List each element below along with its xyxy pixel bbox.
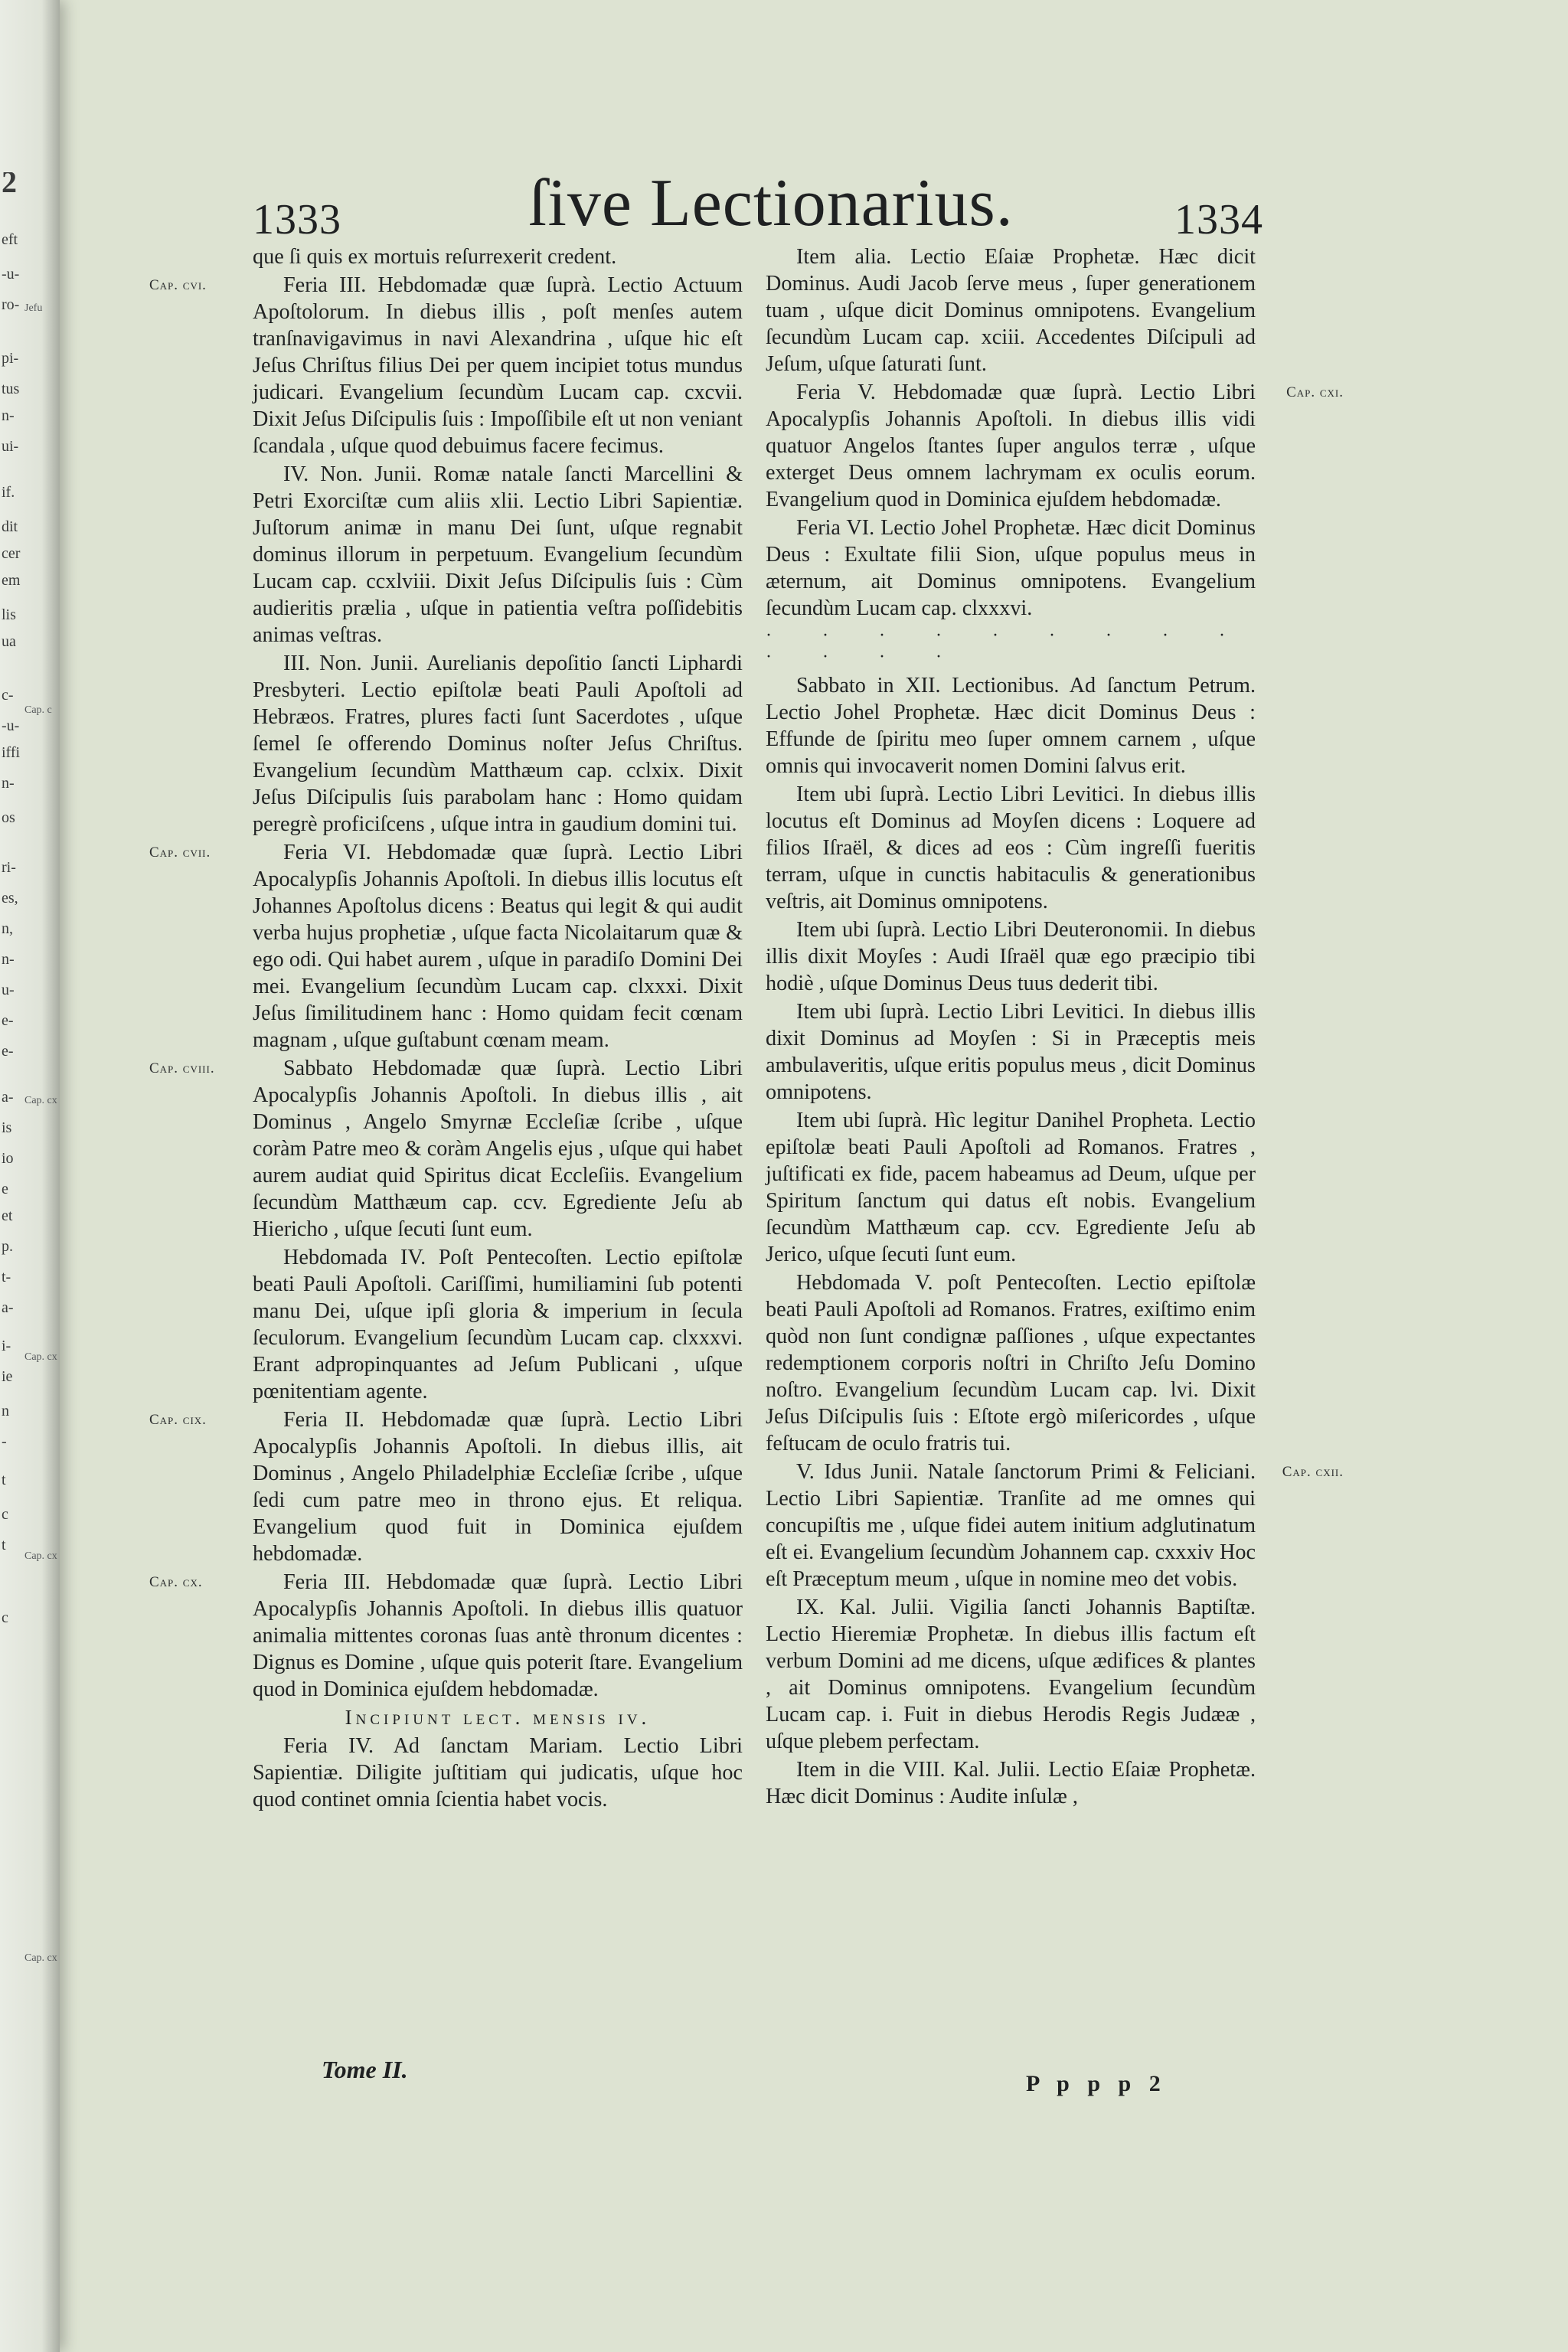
paragraph-text: Hebdomada IV. Poſt Pentecoſten. Lectio epiſtolæ beati Pauli Apoſtoli. Cariſſimi, humiliamini ſub potenti manu Dei, uſque ipſi gloria & imperium in ſecula ſeculorum. Evangelium ſecundùm Lucam cap. clxxxvi. Erant adpropinquantes ad Jeſum Publicani , uſque pœnitentiam agente.: [253, 1246, 743, 1403]
running-title: ſive Lectionarius.: [528, 166, 1014, 240]
paragraph-text: Feria VI. Lectio Johel Prophetæ. Hæc dicit Dominus Deus : Exultate filii Sion, uſque populus meus in æternum, ait Dominus omnipotens. Evangelium ſecundùm Lucam cap. clxxxvi.: [766, 516, 1256, 620]
facing-page-fragment: tus: [2, 381, 20, 397]
left-text-column: [149, 243, 743, 1815]
text-paragraph: [766, 998, 1256, 1106]
paragraph-text: Feria V. Hebdomadæ quæ ſuprà. Lectio Libri Apocalypſis Johannis Apoſtoli. In diebus illis vidi quatuor Angelos ſtantes ſuper angulos terræ , uſque exterget Deus omnem lachrymam ex oculis eorum. Evangelium quod in Dominica ejuſdem hebdomadæ.: [766, 381, 1256, 511]
facing-page-fragment: cer: [2, 545, 21, 562]
text-paragraph: [766, 243, 1256, 377]
facing-page-margin-note: Cap. cx: [24, 1952, 57, 1964]
text-paragraph: [149, 1569, 743, 1703]
text-paragraph: [253, 1244, 743, 1405]
text-paragraph: [766, 672, 1256, 779]
facing-page-fragment: es,: [2, 890, 18, 906]
margin-chapter-label: Cap. cxii.: [1282, 1464, 1344, 1480]
paragraph-text: V. Idus Junii. Natale ſanctorum Primi & Feliciani. Lectio Libri Sapientiæ. Tranſite ad me omnes qui concupiſtis me , uſque fidei autem initium adglutinatum eſt ei. Evangelium ſecundùm Johannem cap. cxxxiv Hoc eſt Præceptum meum , uſque in nomine meo det vobis.: [766, 1460, 1256, 1591]
facing-page-fragment: iffi: [2, 744, 21, 761]
facing-page-fragment: c-: [2, 687, 14, 704]
facing-page-fragment: a-: [2, 1299, 14, 1316]
facing-page-fragment: t: [2, 1472, 6, 1488]
facing-page-fragment: ua: [2, 633, 16, 650]
text-paragraph: [766, 781, 1256, 915]
facing-page-fragment: n-: [2, 407, 15, 424]
facing-page-fragment: u-: [2, 982, 15, 998]
paragraph-text: Feria IV. Ad ſanctam Mariam. Lectio Libri Sapientiæ. Diligite juſtitiam qui judicatis, uſque hoc quod continet omnia ſcientia habet vocis.: [253, 1734, 743, 1811]
facing-page-margin-note: Jefu: [24, 302, 43, 314]
facing-page-fragment: ie: [2, 1368, 13, 1385]
text-paragraph: [766, 1756, 1256, 1810]
ellipsis-dots: [766, 625, 1256, 668]
paragraph-text: Item alia. Lectio Eſaiæ Prophetæ. Hæc dicit Dominus. Audi Jacob ſerve meus , ſuper generationem tuam , uſque dicit Dominus omnipotens. Evangelium ſecundùm Lucam cap. xciii. Accedentes Diſcipuli ad Jeſum, uſque ſaturati ſunt.: [766, 245, 1256, 376]
text-paragraph: [766, 916, 1256, 997]
text-paragraph: [149, 1055, 743, 1243]
facing-page-fragment: n,: [2, 920, 13, 937]
facing-page-fragment: -u-: [2, 266, 20, 283]
paragraph-text: Feria VI. Hebdomadæ quæ ſuprà. Lectio Libri Apocalypſis Johannis Apoſtoli. In diebus illis locutus eſt Johannes Apoſtolus dicens : Beatus qui legit & qui audit verba hujus prophetiæ , uſque facta Nicolaitarum quæ & ego odi. Qui habet aurem , uſque in paradiſo Domini Dei mei. Evangelium ſecundùm Lucam cap. clxxxi. Dixit Jeſus ſimilitudinem hanc : Homo quidam fecit cœnam magnam , uſque guſtabunt cœnam meam.: [253, 841, 743, 1052]
margin-chapter-label: Cap. cix.: [149, 1412, 207, 1428]
facing-page-fragment: t-: [2, 1269, 11, 1285]
paragraph-text: Item ubi ſuprà. Lectio Libri Levitici. In diebus illis locutus eſt Dominus ad Moyſen dicens : Loquere ad filios Iſraël, & dices ad eos : Cùm ingreſſi fueritis terram, uſque in cunctis habitaculis & generationibus veſtris, ait Dominus omnipotens.: [766, 782, 1256, 913]
facing-page-fragment: -u-: [2, 717, 20, 734]
facing-page-fragment: e-: [2, 1043, 14, 1060]
paragraph-text: Feria III. Hebdomadæ quæ ſuprà. Lectio Actuum Apoſtolorum. In diebus illis , poſt menſes autem tranſnavigavimus in navi Alexandrina , uſque hic eſt Jeſus Chriſtus filius Dei per quem incipiet totus mundus judicari. Evangelium ſecundùm Lucam cap. cxcvii. Dixit Jeſus Diſcipulis ſuis : Impoſſibile eſt ut non veniant ſcandala , uſque quod debuimus facere fecimus.: [253, 273, 743, 458]
facing-page-margin-note: Cap. cx: [24, 1550, 57, 1562]
facing-page-fragment: i-: [2, 1338, 11, 1354]
facing-page-fragment: p.: [2, 1238, 13, 1255]
facing-page-fragment: n-: [2, 951, 15, 968]
margin-chapter-label: Cap. cvi.: [149, 277, 207, 293]
text-paragraph: [253, 461, 743, 648]
facing-page-fragment: ui-: [2, 438, 19, 455]
text-paragraph: [766, 1594, 1256, 1755]
paragraph-text: · · · · · · · · · · · · ·: [766, 626, 1248, 667]
facing-page-fragment: ri-: [2, 859, 16, 876]
facing-page-fragment: is: [2, 1119, 12, 1136]
paragraph-text: III. Non. Junii. Aurelianis depoſitio ſancti Liphardi Presbyteri. Lectio epiſtolæ beati Pauli Apoſtoli ad Hebræos. Fratres, plures facti ſunt Sacerdotes , uſque ſemel ſe offerendo Dominus noſter Jeſus Chriſtus. Evangelium ſecundùm Matthæum cap. cclxix. Dixit Jeſus Diſcipulis ſuis parabolam hanc : Homo quidam peregrè proficiſcens , uſque intra in gaudium domini tui.: [253, 652, 743, 836]
facing-page-fragment: em: [2, 572, 21, 589]
text-paragraph: [253, 1733, 743, 1813]
running-header: [253, 165, 1263, 243]
paragraph-text: Feria II. Hebdomadæ quæ ſuprà. Lectio Libri Apocalypſis Johannis Apoſtoli. In diebus illis, ait Dominus , Angelo Philadelphiæ Eccleſiæ ſcribe , uſque ſedi cum patre meo in throno ejus. Et reliqua. Evangelium quod fuit in Dominica ejuſdem hebdomadæ.: [253, 1408, 743, 1566]
paragraph-text: IX. Kal. Julii. Vigilia ſancti Johannis Baptiſtæ. Lectio Hieremiæ Prophetæ. In diebus illis factum eſt verbum Domini ad me dicens, uſque ædifices & plantes , ait Dominus omnipotens. Evangelium ſecundùm Lucam cap. i. Fuit in diebus Herodis Regis Judææ , uſque plebem perfectam.: [766, 1596, 1256, 1753]
text-paragraph: [766, 514, 1256, 622]
text-paragraph: [766, 1459, 1344, 1592]
facing-page-fragment: dit: [2, 518, 18, 535]
margin-chapter-label: Cap. cviii.: [149, 1060, 215, 1076]
text-paragraph: [253, 650, 743, 838]
text-paragraph: [766, 1107, 1256, 1268]
facing-page-fragment: t: [2, 1537, 6, 1553]
margin-chapter-label: Cap. cx.: [149, 1574, 203, 1590]
facing-page-fragment: a-: [2, 1089, 14, 1106]
facing-page-fragment: c: [2, 1609, 8, 1626]
paragraph-text: Item ubi ſuprà. Lectio Libri Levitici. In diebus illis dixit Dominus ad Moyſen : Si in Præceptis meis ambulaveritis, uſque eritis populus meus , dicit Dominus omnipotens.: [766, 1000, 1256, 1104]
text-paragraph: [253, 243, 743, 270]
text-paragraph: [149, 839, 743, 1054]
facing-page-fragment: -: [2, 1433, 7, 1450]
text-paragraph: [766, 1269, 1256, 1457]
facing-page-fragment: 2: [2, 172, 17, 192]
paragraph-text: Incipiunt lect. mensis iv.: [345, 1706, 651, 1729]
text-paragraph: [149, 272, 743, 459]
facing-page-margin-note: Cap. cx: [24, 1095, 57, 1106]
margin-chapter-label: Cap. cvii.: [149, 844, 211, 861]
paragraph-text: Sabbato in XII. Lectionibus. Ad ſanctum Petrum. Lectio Johel Prophetæ. Hæc dicit Dominus Deus : Effunde de ſpiritu meo ſuper omnem carnem , uſque omnis qui invocaverit nomen Domini ſalvus erit.: [766, 674, 1256, 778]
page-number-right: 1334: [1174, 196, 1263, 243]
signature-mark: P p p p 2: [1026, 2071, 1167, 2096]
facing-page-fragment: pi-: [2, 350, 19, 367]
facing-page-fragment: ro-: [2, 296, 20, 313]
text-paragraph: [149, 1406, 743, 1567]
facing-page-fragment: eft: [2, 231, 18, 248]
facing-page-fragment: et: [2, 1207, 13, 1224]
facing-page-fragment: n-: [2, 775, 15, 792]
page-gutter: [0, 0, 60, 2352]
catchword: Tome II.: [322, 2056, 408, 2083]
facing-page-fragment: e: [2, 1181, 8, 1197]
facing-page-fragment: if.: [2, 484, 15, 501]
paragraph-text: Item in die VIII. Kal. Julii. Lectio Eſaiæ Prophetæ. Hæc dicit Dominus : Audite inſulæ ,: [766, 1758, 1256, 1808]
facing-page-margin-note: Cap. c: [24, 704, 52, 716]
facing-page-fragment: e-: [2, 1012, 14, 1029]
facing-page-fragment: n: [2, 1403, 9, 1419]
margin-chapter-label: Cap. cxi.: [1286, 384, 1344, 400]
facing-page-fragment: io: [2, 1150, 14, 1167]
paragraph-text: Sabbato Hebdomadæ quæ ſuprà. Lectio Libri Apocalypſis Johannis Apoſtoli. In diebus illis , ait Dominus , Angelo Smyrnæ Eccleſiæ ſcribe , uſque coràm Patre meo & coràm Angelis ejus , uſque qui habet aurem audiat quid Spiritus dicat Eccleſiis. Evangelium ſecundùm Matthæum cap. ccv. Egrediente Jeſu ab Hiericho , uſque ſecuti ſunt eum.: [253, 1057, 743, 1241]
paragraph-text: Item ubi ſuprà. Lectio Libri Deuteronomii. In diebus illis dixit Moyſes : Audi Iſraël quæ ego præcipio tibi hodiè , uſque Dominus Deus tuus dederit tibi.: [766, 918, 1256, 995]
facing-page-fragment: c: [2, 1506, 8, 1523]
paragraph-text: que ſi quis ex mortuis reſurrexerit credent.: [253, 245, 617, 269]
text-paragraph: [766, 379, 1344, 513]
paragraph-text: Item ubi ſuprà. Hìc legitur Danihel Propheta. Lectio epiſtolæ beati Pauli Apoſtoli ad Romanos. Fratres , juſtificati ex fide, pacem habeamus ad Deum, uſque per Spiritum ſanctum qui datus eſt nobis. Evangelium ſecundùm Matthæum cap. ccv. Egrediente Jeſu ab Jerico, uſque ſecuti ſunt eum.: [766, 1109, 1256, 1266]
right-text-column: [766, 243, 1344, 1811]
paragraph-text: Feria III. Hebdomadæ quæ ſuprà. Lectio Libri Apocalypſis Johannis Apoſtoli. In diebus illis quatuor animalia mittentes coronas ſuas antè thronum dicentes : Dignus es Domine , uſque quis poterit ſtare. Evangelium quod in Dominica ejuſdem hebdomadæ.: [253, 1570, 743, 1701]
section-heading: [253, 1704, 743, 1731]
facing-page-fragment: os: [2, 809, 15, 826]
paragraph-text: Hebdomada V. poſt Pentecoſten. Lectio epiſtolæ beati Pauli Apoſtoli ad Romanos. Fratres, exiſtimo enim quòd non ſunt condignæ paſſiones , uſque expectantes redemptionem corporis noſtri in Chriſto Jeſu Domino noſtro. Evangelium ſecundùm Lucam cap. lvi. Dixit Jeſus Diſcipulis ſuis : Eſtote ergò miſericordes , uſque feſtucam de oculo fratris tui.: [766, 1271, 1256, 1455]
facing-page-margin-note: Cap. cx: [24, 1351, 57, 1363]
facing-page-fragment: lis: [2, 606, 16, 623]
paragraph-text: IV. Non. Junii. Romæ natale ſancti Marcellini & Petri Exorciſtæ cum aliis xlii. Lectio Libri Sapientiæ. Juſtorum animæ in manu Dei ſunt, uſque regnabit dominus illorum in perpetuum. Evangelium ſecundùm Lucam cap. ccxlviii. Dixit Jeſus Diſcipulis ſuis : Cùm audieritis prælia , uſque in patientia veſtra poſſidebitis animas veſtras.: [253, 462, 743, 647]
page-number-left: 1333: [253, 196, 341, 243]
